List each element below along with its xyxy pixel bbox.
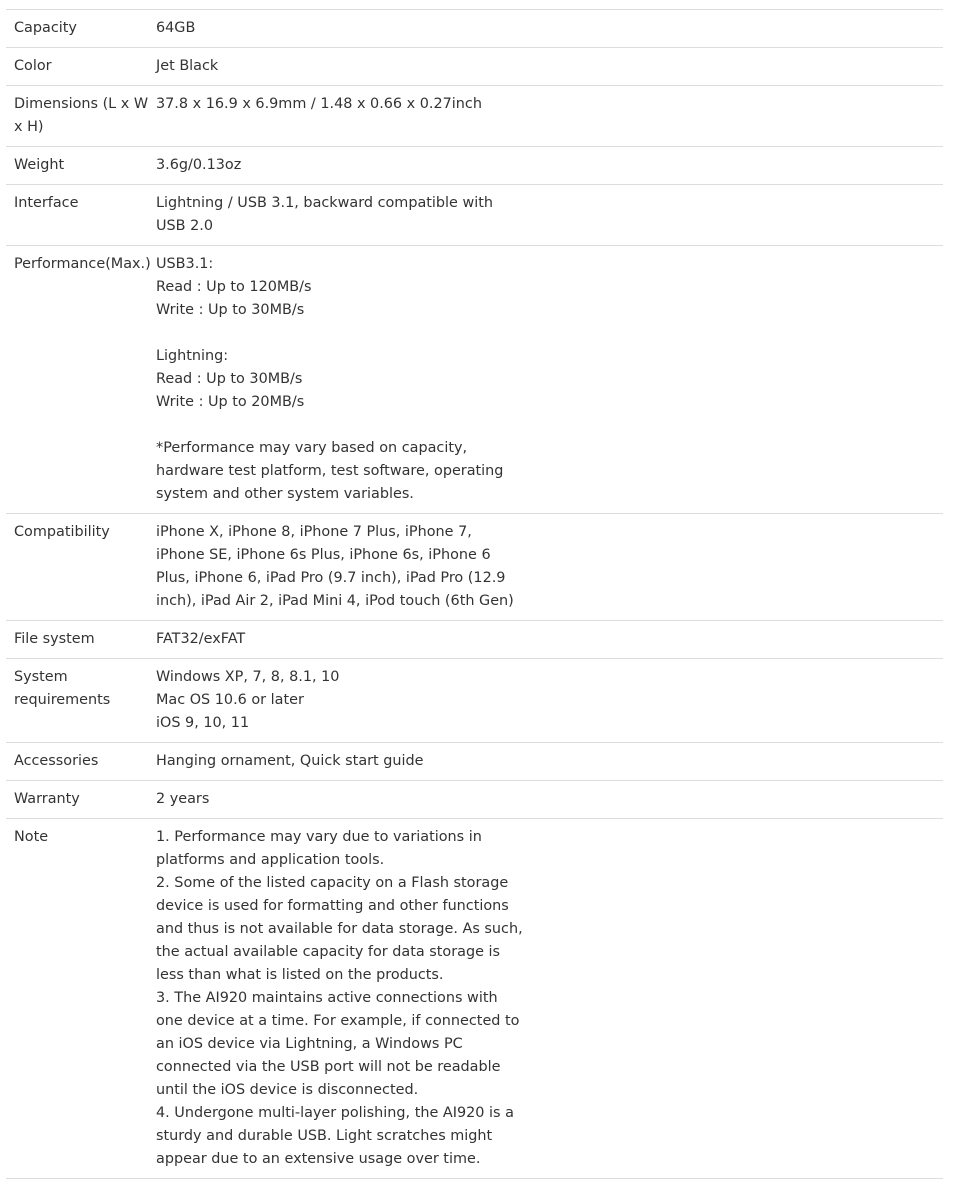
spec-value-line: Lightning: xyxy=(156,348,229,364)
spec-label xyxy=(6,192,156,238)
spec-label xyxy=(6,17,156,40)
spec-value-line: 3.6g/0.13oz xyxy=(156,157,242,173)
spec-label-line: Interface xyxy=(14,195,79,211)
spec-value-line: inch), iPad Air 2, iPad Mini 4, iPod touch (6th Gen) xyxy=(156,593,514,609)
spec-value xyxy=(156,192,521,238)
spec-value-line: Write : Up to 20MB/s xyxy=(156,394,305,410)
spec-value xyxy=(156,93,521,139)
spec-value-line: Read : Up to 30MB/s xyxy=(156,371,303,387)
spec-value-line: 2 years xyxy=(156,791,210,807)
spec-value-line: 4. Undergone multi-layer polishing, the AI920 is a xyxy=(156,1105,514,1121)
spec-row xyxy=(6,48,943,86)
spec-label xyxy=(6,666,156,735)
spec-value-line: Mac OS 10.6 or later xyxy=(156,692,304,708)
spec-row xyxy=(6,147,943,185)
spec-label-line: Compatibility xyxy=(14,524,110,540)
spec-value-line: USB 2.0 xyxy=(156,218,214,234)
spec-label-line: File system xyxy=(14,631,95,647)
spec-label-line: x H) xyxy=(14,119,44,135)
spec-label xyxy=(6,93,156,139)
spec-value-line xyxy=(156,414,521,437)
spec-label xyxy=(6,253,156,506)
spec-value-line: Hanging ornament, Quick start guide xyxy=(156,753,424,769)
spec-value-line: 64GB xyxy=(156,20,196,36)
spec-value xyxy=(156,788,521,811)
spec-value xyxy=(156,666,521,735)
spec-value-line: device is used for formatting and other functions xyxy=(156,898,509,914)
spec-value-line: Windows XP, 7, 8, 8.1, 10 xyxy=(156,669,340,685)
spec-label xyxy=(6,55,156,78)
spec-value-line: Jet Black xyxy=(156,58,219,74)
spec-row xyxy=(6,781,943,819)
spec-value-line: connected via the USB port will not be readable xyxy=(156,1059,501,1075)
spec-row xyxy=(6,185,943,246)
spec-row xyxy=(6,86,943,147)
spec-label-line: Capacity xyxy=(14,20,77,36)
spec-value-line: *Performance may vary based on capacity, xyxy=(156,440,468,456)
spec-value xyxy=(156,154,521,177)
spec-value-line: until the iOS device is disconnected. xyxy=(156,1082,419,1098)
spec-label-line: requirements xyxy=(14,692,111,708)
spec-label xyxy=(6,826,156,1171)
spec-label xyxy=(6,628,156,651)
spec-value xyxy=(156,17,521,40)
spec-value-line: 3. The AI920 maintains active connections with xyxy=(156,990,498,1006)
spec-row xyxy=(6,659,943,743)
spec-value-line: hardware test platform, test software, operating xyxy=(156,463,504,479)
spec-row xyxy=(6,246,943,514)
spec-value-line: iPhone SE, iPhone 6s Plus, iPhone 6s, iPhone 6 xyxy=(156,547,491,563)
spec-value-line: 37.8 x 16.9 x 6.9mm / 1.48 x 0.66 x 0.27inch xyxy=(156,96,482,112)
spec-label xyxy=(6,521,156,613)
spec-value xyxy=(156,55,521,78)
spec-value-line: FAT32/exFAT xyxy=(156,631,246,647)
spec-label-line: Color xyxy=(14,58,52,74)
spec-value xyxy=(156,826,521,1171)
spec-value-line: Read : Up to 120MB/s xyxy=(156,279,312,295)
spec-value-line: an iOS device via Lightning, a Windows PC xyxy=(156,1036,463,1052)
spec-label-line: Accessories xyxy=(14,753,99,769)
spec-value-line: Write : Up to 30MB/s xyxy=(156,302,305,318)
spec-label-line: Performance(Max.) xyxy=(14,256,151,272)
spec-value-line: 2. Some of the listed capacity on a Flash storage xyxy=(156,875,509,891)
spec-label xyxy=(6,154,156,177)
spec-label-line: Dimensions (L x W xyxy=(14,96,149,112)
spec-label-line: Note xyxy=(14,829,49,845)
spec-value-line: Lightning / USB 3.1, backward compatible with xyxy=(156,195,494,211)
spec-label-line: Weight xyxy=(14,157,65,173)
spec-value-line: the actual available capacity for data storage is xyxy=(156,944,501,960)
spec-table xyxy=(6,9,943,1179)
spec-label xyxy=(6,750,156,773)
spec-row xyxy=(6,743,943,781)
spec-value-line: iOS 9, 10, 11 xyxy=(156,715,250,731)
spec-label xyxy=(6,788,156,811)
spec-value-line: platforms and application tools. xyxy=(156,852,385,868)
spec-row xyxy=(6,819,943,1179)
spec-value-line xyxy=(156,322,521,345)
spec-value-line: 1. Performance may vary due to variations in xyxy=(156,829,482,845)
spec-value-line: USB3.1: xyxy=(156,256,214,272)
spec-label-line: System xyxy=(14,669,68,685)
spec-value xyxy=(156,628,521,651)
spec-value-line: one device at a time. For example, if connected to xyxy=(156,1013,520,1029)
spec-value xyxy=(156,521,521,613)
spec-value-line: iPhone X, iPhone 8, iPhone 7 Plus, iPhone 7, xyxy=(156,524,472,540)
spec-row xyxy=(6,514,943,621)
spec-row xyxy=(6,621,943,659)
spec-value-line: Plus, iPhone 6, iPad Pro (9.7 inch), iPad Pro (12.9 xyxy=(156,570,506,586)
spec-label-line: Warranty xyxy=(14,791,80,807)
spec-value xyxy=(156,253,521,506)
spec-value-line: system and other system variables. xyxy=(156,486,414,502)
spec-value xyxy=(156,750,521,773)
spec-value-line: less than what is listed on the products. xyxy=(156,967,444,983)
spec-row xyxy=(6,10,943,48)
spec-value-line: and thus is not available for data storage. As such, xyxy=(156,921,523,937)
spec-value-line: appear due to an extensive usage over time. xyxy=(156,1151,481,1167)
spec-value-line: sturdy and durable USB. Light scratches might xyxy=(156,1128,493,1144)
